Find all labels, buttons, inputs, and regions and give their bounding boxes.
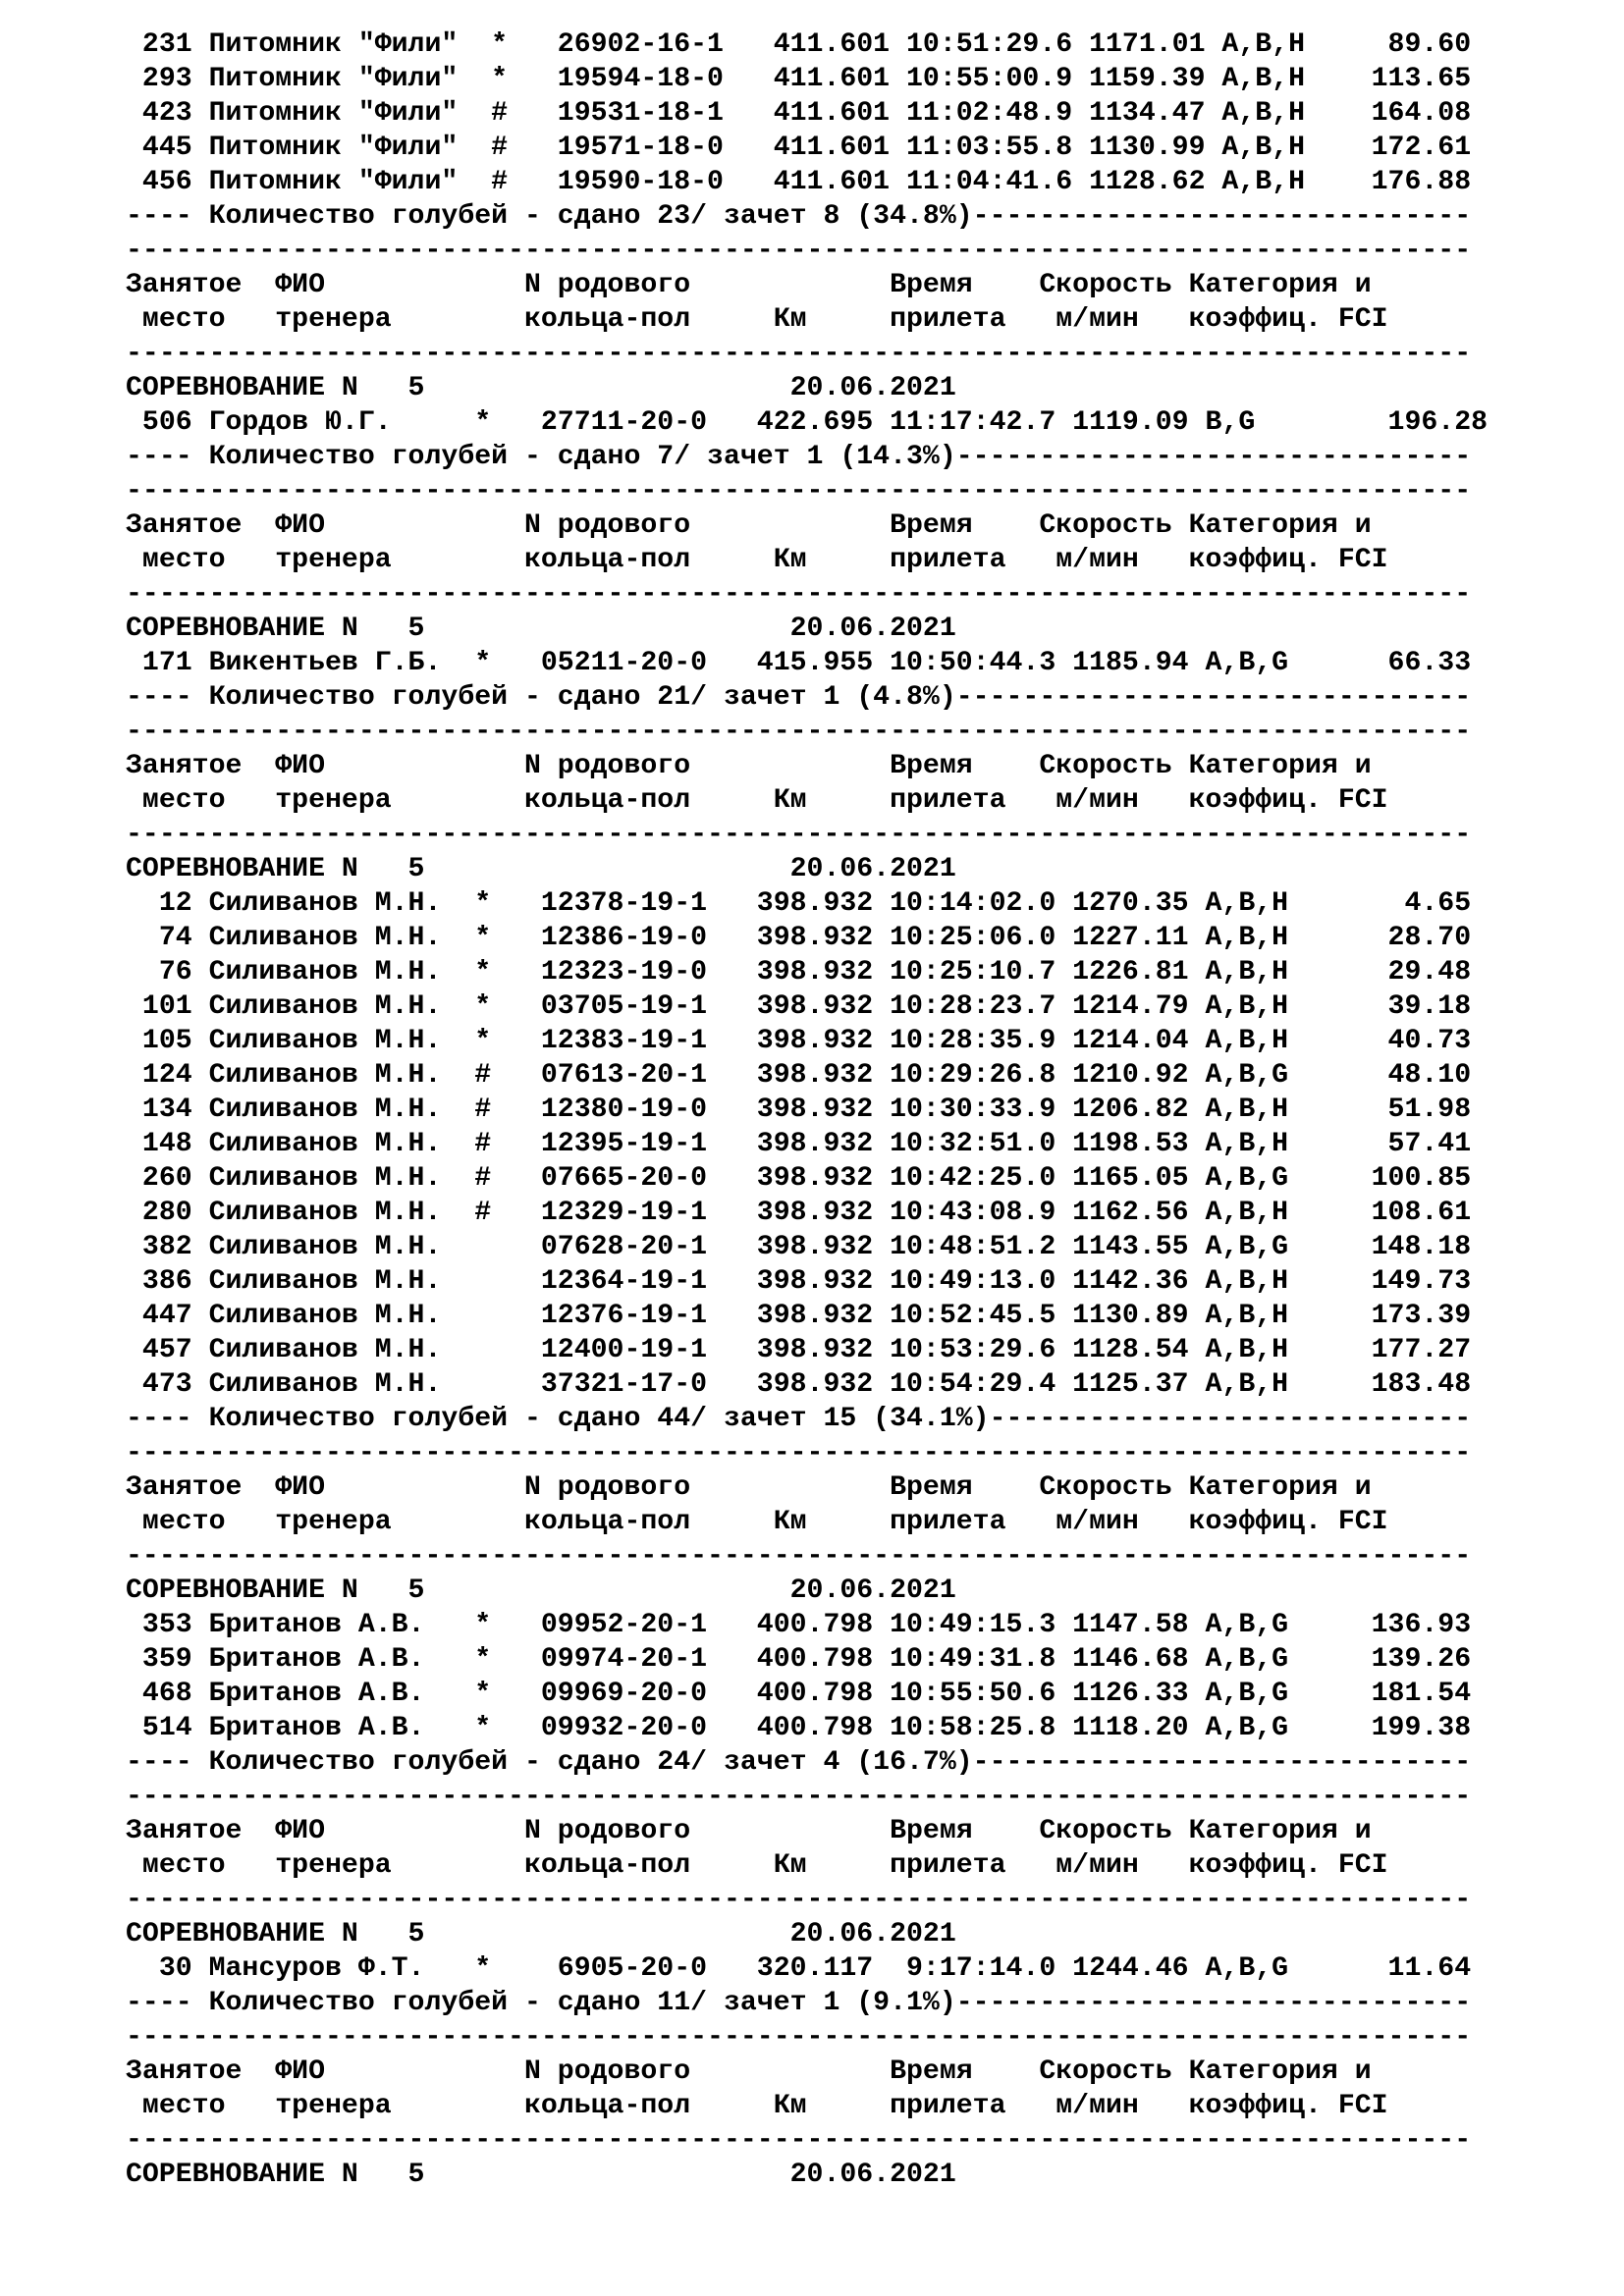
separator-line: --------------------------------------------------------------------------------- [126, 2022, 1472, 2053]
separator-line: --------------------------------------------------------------------------------- [126, 476, 1472, 507]
results-printout [126, 27, 1598, 2192]
summary-line: ---- Количество голубей - сдано 21/ зачет 1 (4.8%)------------------------------- [126, 682, 1472, 713]
data-row: 231 Питомник "Фили" * 26902-16-1 411.601 10:51:29.6 1171.01 A,B,H 89.60 [126, 29, 1472, 60]
separator-line: --------------------------------------------------------------------------------- [126, 717, 1472, 747]
competition-header: СОРЕВНОВАНИЕ N 5 20.06.2021 [126, 373, 956, 403]
separator-line: --------------------------------------------------------------------------------- [126, 1885, 1472, 1915]
competition-header: СОРЕВНОВАНИЕ N 5 20.06.2021 [126, 1575, 956, 1606]
column-header: Занятое ФИО N родового Время Скорость Категория и [126, 270, 1372, 300]
data-row: 101 Силиванов М.Н. * 03705-19-1 398.932 10:28:23.7 1214.79 A,B,H 39.18 [126, 991, 1472, 1022]
competition-header: СОРЕВНОВАНИЕ N 5 20.06.2021 [126, 2160, 956, 2190]
data-row: 447 Силиванов М.Н. 12376-19-1 398.932 10:52:45.5 1130.89 A,B,H 173.39 [126, 1301, 1472, 1331]
separator-line: --------------------------------------------------------------------------------- [126, 820, 1472, 850]
data-row: 293 Питомник "Фили" * 19594-18-0 411.601 10:55:00.9 1159.39 A,B,H 113.65 [126, 64, 1472, 94]
data-row: 506 Гордов Ю.Г. * 27711-20-0 422.695 11:17:42.7 1119.09 B,G 196.28 [126, 407, 1489, 438]
competition-header: СОРЕВНОВАНИЕ N 5 20.06.2021 [126, 1919, 956, 1949]
data-row: 171 Викентьев Г.Б. * 05211-20-0 415.955 10:50:44.3 1185.94 A,B,G 66.33 [126, 648, 1472, 678]
column-header: Занятое ФИО N родового Время Скорость Категория и [126, 1816, 1372, 1846]
data-row: 423 Питомник "Фили" # 19531-18-1 411.601 11:02:48.9 1134.47 A,B,H 164.08 [126, 98, 1472, 129]
data-row: 473 Силиванов М.Н. 37321-17-0 398.932 10:54:29.4 1125.37 A,B,H 183.48 [126, 1369, 1472, 1400]
separator-line: --------------------------------------------------------------------------------- [126, 2125, 1472, 2156]
data-row: 280 Силиванов М.Н. # 12329-19-1 398.932 10:43:08.9 1162.56 A,B,H 108.61 [126, 1198, 1472, 1228]
data-row: 134 Силиванов М.Н. # 12380-19-0 398.932 10:30:33.9 1206.82 A,B,H 51.98 [126, 1095, 1472, 1125]
summary-line: ---- Количество голубей - сдано 7/ зачет 1 (14.3%)------------------------------- [126, 442, 1472, 472]
column-header: Занятое ФИО N родового Время Скорость Категория и [126, 1472, 1372, 1503]
data-row: 456 Питомник "Фили" # 19590-18-0 411.601 11:04:41.6 1128.62 A,B,H 176.88 [126, 167, 1472, 197]
separator-line: --------------------------------------------------------------------------------- [126, 579, 1472, 610]
summary-line: ---- Количество голубей - сдано 11/ зачет 1 (9.1%)------------------------------- [126, 1988, 1472, 2018]
data-row: 468 Британов А.В. * 09969-20-0 400.798 10:55:50.6 1126.33 A,B,G 181.54 [126, 1679, 1472, 1709]
summary-line: ---- Количество голубей - сдано 24/ зачет 4 (16.7%)------------------------------ [126, 1747, 1472, 1778]
column-header: место тренера кольца-пол Км прилета м/мин коэффиц. FCI [126, 785, 1388, 816]
data-row: 30 Мансуров Ф.Т. * 6905-20-0 320.117 9:17:14.0 1244.46 A,B,G 11.64 [126, 1953, 1472, 1984]
data-row: 359 Британов А.В. * 09974-20-1 400.798 10:49:31.8 1146.68 A,B,G 139.26 [126, 1644, 1472, 1675]
summary-line: ---- Количество голубей - сдано 23/ зачет 8 (34.8%)------------------------------ [126, 201, 1472, 232]
data-row: 514 Британов А.В. * 09932-20-0 400.798 10:58:25.8 1118.20 A,B,G 199.38 [126, 1713, 1472, 1743]
data-row: 382 Силиванов М.Н. 07628-20-1 398.932 10:48:51.2 1143.55 A,B,G 148.18 [126, 1232, 1472, 1262]
separator-line: --------------------------------------------------------------------------------- [126, 236, 1472, 266]
data-row: 76 Силиванов М.Н. * 12323-19-0 398.932 10:25:10.7 1226.81 A,B,H 29.48 [126, 957, 1472, 988]
data-row: 148 Силиванов М.Н. # 12395-19-1 398.932 10:32:51.0 1198.53 A,B,H 57.41 [126, 1129, 1472, 1159]
data-row: 74 Силиванов М.Н. * 12386-19-0 398.932 10:25:06.0 1227.11 A,B,H 28.70 [126, 923, 1472, 953]
separator-line: --------------------------------------------------------------------------------- [126, 339, 1472, 369]
data-row: 457 Силиванов М.Н. 12400-19-1 398.932 10:53:29.6 1128.54 A,B,H 177.27 [126, 1335, 1472, 1365]
column-header: место тренера кольца-пол Км прилета м/мин коэффиц. FCI [126, 1507, 1388, 1537]
column-header: Занятое ФИО N родового Время Скорость Категория и [126, 510, 1372, 541]
competition-header: СОРЕВНОВАНИЕ N 5 20.06.2021 [126, 854, 956, 884]
data-row: 12 Силиванов М.Н. * 12378-19-1 398.932 10:14:02.0 1270.35 A,B,H 4.65 [126, 888, 1472, 919]
data-row: 445 Питомник "Фили" # 19571-18-0 411.601 11:03:55.8 1130.99 A,B,H 172.61 [126, 133, 1472, 163]
separator-line: --------------------------------------------------------------------------------- [126, 1782, 1472, 1812]
column-header: место тренера кольца-пол Км прилета м/мин коэффиц. FCI [126, 2091, 1388, 2121]
summary-line: ---- Количество голубей - сдано 44/ зачет 15 (34.1%)----------------------------- [126, 1404, 1472, 1434]
data-row: 124 Силиванов М.Н. # 07613-20-1 398.932 10:29:26.8 1210.92 A,B,G 48.10 [126, 1060, 1472, 1091]
column-header: место тренера кольца-пол Км прилета м/мин коэффиц. FCI [126, 304, 1388, 335]
column-header: место тренера кольца-пол Км прилета м/мин коэффиц. FCI [126, 1850, 1388, 1881]
data-row: 260 Силиванов М.Н. # 07665-20-0 398.932 10:42:25.0 1165.05 A,B,G 100.85 [126, 1163, 1472, 1194]
separator-line: --------------------------------------------------------------------------------- [126, 1438, 1472, 1468]
column-header: Занятое ФИО N родового Время Скорость Категория и [126, 2056, 1372, 2087]
competition-header: СОРЕВНОВАНИЕ N 5 20.06.2021 [126, 614, 956, 644]
column-header: место тренера кольца-пол Км прилета м/мин коэффиц. FCI [126, 545, 1388, 575]
data-row: 105 Силиванов М.Н. * 12383-19-1 398.932 10:28:35.9 1214.04 A,B,H 40.73 [126, 1026, 1472, 1056]
data-row: 386 Силиванов М.Н. 12364-19-1 398.932 10:49:13.0 1142.36 A,B,H 149.73 [126, 1266, 1472, 1297]
column-header: Занятое ФИО N родового Время Скорость Категория и [126, 751, 1372, 781]
data-row: 353 Британов А.В. * 09952-20-1 400.798 10:49:15.3 1147.58 A,B,G 136.93 [126, 1610, 1472, 1640]
separator-line: --------------------------------------------------------------------------------- [126, 1541, 1472, 1572]
